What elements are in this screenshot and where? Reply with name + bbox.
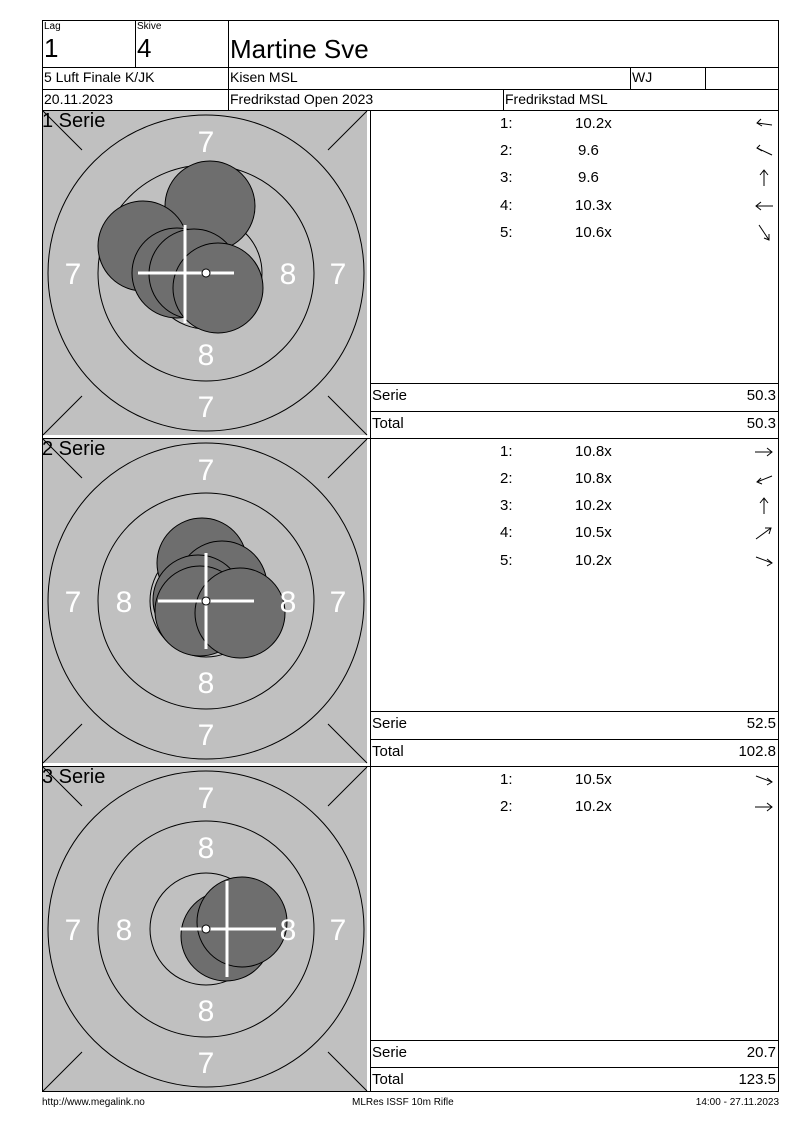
ring-label: 8 xyxy=(115,914,133,947)
arrow-up-icon xyxy=(754,495,774,515)
arrow-up-right-icon xyxy=(754,523,774,543)
ring-label: 7 xyxy=(64,586,82,619)
organizer-name: Fredrikstad MSL xyxy=(505,91,608,107)
ring-label: 7 xyxy=(197,782,215,815)
ring-label: 8 xyxy=(115,586,133,619)
target-center xyxy=(202,925,210,933)
series3-serie-line xyxy=(370,1040,779,1041)
header-vdivider-5 xyxy=(503,89,504,110)
series3-serie-value: 20.7 xyxy=(746,1044,776,1061)
arrow-right-icon xyxy=(754,797,774,817)
shot-number: 4: xyxy=(500,197,513,214)
series2-target-svg xyxy=(42,438,370,766)
arrow-up-icon xyxy=(754,167,774,187)
series1-target-svg xyxy=(42,110,370,438)
lag-label: Lag xyxy=(44,21,61,32)
series3-serie-label: Serie xyxy=(372,1044,408,1061)
event-name: 5 Luft Finale K/JK xyxy=(44,69,155,85)
ring-label: 7 xyxy=(64,914,82,947)
ring-label: 8 xyxy=(279,258,297,291)
series3-total-value: 123.5 xyxy=(738,1071,776,1088)
competition-name: Fredrikstad Open 2023 xyxy=(230,91,374,107)
shot-score: 10.5x xyxy=(575,524,612,541)
series1-target xyxy=(42,110,370,438)
series3-total-label: Total xyxy=(372,1071,404,1088)
shot-number: 4: xyxy=(500,524,513,541)
skive-value: 4 xyxy=(137,33,152,63)
shot-hole xyxy=(197,877,287,967)
footer-program: MLRes ISSF 10m Rifle xyxy=(352,1097,454,1108)
ring-label: 8 xyxy=(197,667,215,700)
arrow-left-icon xyxy=(754,196,774,216)
shot-number: 3: xyxy=(500,497,513,514)
series2-total-line xyxy=(370,739,779,740)
ring-label: 7 xyxy=(197,391,215,424)
shot-score: 10.2x xyxy=(575,497,612,514)
series1-serie-value: 50.3 xyxy=(746,387,776,404)
series3-target-svg xyxy=(42,766,370,1094)
header-vdivider-2 xyxy=(228,20,229,110)
shot-number: 2: xyxy=(500,142,513,159)
header-divider-2 xyxy=(42,89,779,90)
series3-total-line xyxy=(370,1067,779,1068)
header-vdivider-4 xyxy=(705,67,706,89)
ring-label: 7 xyxy=(197,719,215,752)
arrow-down-right-icon xyxy=(754,770,774,790)
series1-title: 1 Serie xyxy=(42,110,106,132)
header-vdivider-3 xyxy=(630,67,631,89)
shot-score: 10.6x xyxy=(575,224,612,241)
header-divider-1 xyxy=(42,67,779,68)
shot-number: 5: xyxy=(500,552,513,569)
ring-label: 7 xyxy=(329,914,347,947)
arrow-down-right-icon xyxy=(754,222,774,242)
club-name: Kisen MSL xyxy=(230,69,298,85)
shot-score: 10.8x xyxy=(575,470,612,487)
competition-date: 20.11.2023 xyxy=(44,91,114,107)
ring-label: 7 xyxy=(197,126,215,159)
header-vdivider-1 xyxy=(135,20,136,67)
series3-target xyxy=(42,766,370,1094)
ring-label: 8 xyxy=(197,832,215,865)
shot-number: 3: xyxy=(500,169,513,186)
series1-serie-label: Serie xyxy=(372,387,408,404)
targets-list-divider xyxy=(370,110,371,1092)
series1-total-label: Total xyxy=(372,415,404,432)
shot-score: 9.6 xyxy=(578,142,599,159)
series1-total-line xyxy=(370,411,779,412)
shot-number: 2: xyxy=(500,470,513,487)
series2-serie-line xyxy=(370,711,779,712)
shot-hole xyxy=(195,568,285,658)
arrow-right-icon xyxy=(754,442,774,462)
ring-label: 8 xyxy=(279,586,297,619)
arrow-down-right-icon xyxy=(754,551,774,571)
ring-label: 7 xyxy=(197,1047,215,1080)
shot-score: 10.2x xyxy=(575,552,612,569)
footer-url[interactable]: http://www.megalink.no xyxy=(42,1097,145,1108)
shot-number: 1: xyxy=(500,115,513,132)
series1-serie-line xyxy=(370,383,779,384)
series2-total-label: Total xyxy=(372,743,404,760)
ring-label: 8 xyxy=(197,339,215,372)
shot-score: 10.3x xyxy=(575,197,612,214)
shot-score: 9.6 xyxy=(578,169,599,186)
ring-label: 8 xyxy=(279,914,297,947)
shot-number: 5: xyxy=(500,224,513,241)
lag-value: 1 xyxy=(44,33,59,63)
shot-number: 1: xyxy=(500,771,513,788)
shot-score: 10.2x xyxy=(575,115,612,132)
ring-label: 7 xyxy=(197,454,215,487)
skive-label: Skive xyxy=(137,21,162,32)
series2-title: 2 Serie xyxy=(42,438,106,460)
shot-number: 1: xyxy=(500,443,513,460)
shot-score: 10.8x xyxy=(575,443,612,460)
series1-total-value: 50.3 xyxy=(746,415,776,432)
shot-score: 10.2x xyxy=(575,798,612,815)
arrow-left-icon xyxy=(754,115,774,135)
shot-number: 2: xyxy=(500,798,513,815)
footer-timestamp: 14:00 - 27.11.2023 xyxy=(695,1097,779,1108)
series2-serie-label: Serie xyxy=(372,715,408,732)
arrow-down-left-icon xyxy=(754,470,774,490)
ring-label: 7 xyxy=(329,258,347,291)
target-center xyxy=(202,597,210,605)
shot-score: 10.5x xyxy=(575,771,612,788)
series2-target xyxy=(42,438,370,766)
series2-serie-value: 52.5 xyxy=(746,715,776,732)
target-center xyxy=(202,269,210,277)
ring-label: 7 xyxy=(329,586,347,619)
series3-title: 3 Serie xyxy=(42,766,106,788)
series2-total-value: 102.8 xyxy=(738,743,776,760)
arrow-up-left-icon xyxy=(754,142,774,162)
class-name: WJ xyxy=(632,69,653,85)
shooter-name: Martine Sve xyxy=(230,34,369,64)
ring-label: 8 xyxy=(197,995,215,1028)
ring-label: 7 xyxy=(64,258,82,291)
